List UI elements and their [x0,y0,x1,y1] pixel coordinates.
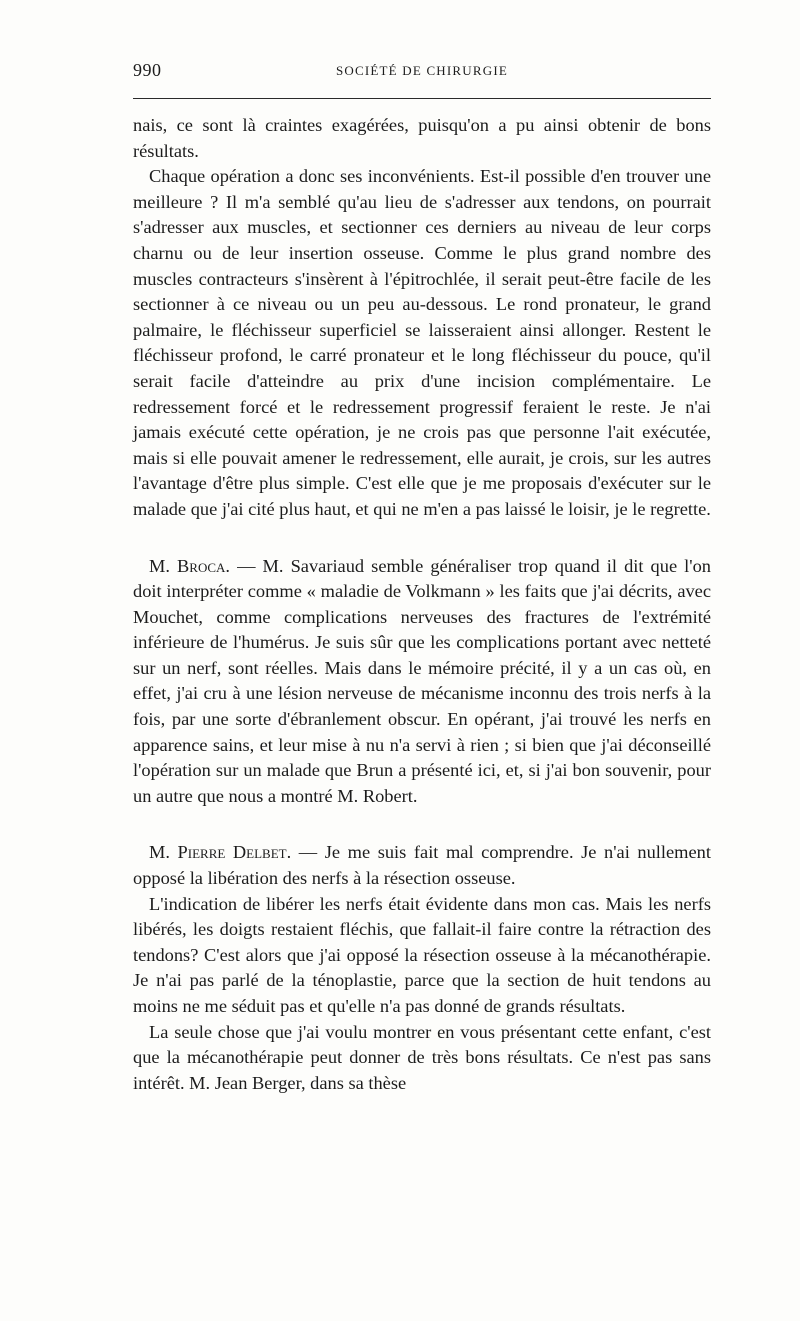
header-rule [133,98,711,99]
speaker-prefix: M. [149,555,178,576]
speaker-prefix: M. [149,842,178,863]
paragraph-indication: L'indication de libérer les nerfs était évidente dans mon cas. Mais les nerfs libérés, les doigts restaient fléchis, que fallait-il faire contre la rétraction des tendons? C'est alors que j'ai opposé la résection osseuse à la mécanothérapie. Je n'ai pas parlé de la ténoplastie, parce que la section de huit tendons au moins ne me séduit pas et qu'elle n'a pas donné de grands résultats. [133,893,711,1016]
paragraph-delbet [133,840,711,891]
speaker-name: Pierre Delbet [177,842,287,863]
speaker-name: Broca [177,555,226,576]
paragraph-continuation: nais, ce sont là craintes exagérées, puisqu'on a pu ainsi obtenir de bons résultats. [133,115,711,161]
running-head: SOCIÉTÉ DE CHIRURGIE [335,63,509,78]
paragraph-text: . — M. Savariaud semble généraliser trop quand il dit que l'on doit interpréter comme « maladie de Volkmann » les faits que j'ai décrits, avec Mouchet, comme complications nerveuses des fractures de l'extrémité inférieure de l'humérus. Je suis sûr que les complications portant avec netteté sur un nerf, sont réelles. Mais dans le mémoire précité, il y a un cas où, en effet, j'ai cru à une lésion nerveuse de mécanisme inconnu des trois nerfs à la fois, par une sorte d'ébranlement obscur. En opérant, j'ai trouvé les nerfs en apparence sains, et leur mise à nu n'a servi à rien ; si bien que j'ai déconseillé l'opération sur un malade que Brun a présenté ici, et, si j'ai bon souvenir, pour un autre que nous a montré M. Robert. [133,555,711,806]
paragraph-text: . — Je me suis fait mal comprendre. Je n'ai nullement opposé la libération des nerfs à la résection osseuse. [133,842,711,889]
page-header [133,60,711,84]
paragraph-operation: Chaque opération a donc ses inconvénients. Est-il possible d'en trouver une meilleure ? Il m'a semblé qu'au lieu de s'adresser aux tendons, on pourrait s'adresser aux muscles, et sectionner ces derniers au niveau de leur corps charnu ou de leur insertion osseuse. Comme le plus grand nombre des muscles contracteurs s'insèrent à l'épitrochlée, il serait peut-être facile de les sectionner à ce niveau ou un peu au-dessous. Le rond pronateur, le grand palmaire, le fléchisseur superficiel se laisseraient ainsi allonger. Restent le fléchisseur profond, le carré pronateur et le long fléchisseur du pouce, qu'il serait facile d'atteindre au prix d'une incision complémentaire. Le redressement forcé et le redressement progressif feraient le reste. Je n'ai jamais exécuté cette opération, je ne crois pas que personne l'ait exécutée, mais si elle pouvait amener le redressement, elle aurait, je crois, sur les autres l'avantage d'être plus simple. C'est elle que je me proposais d'exécuter sur le malade que j'ai cité plus haut, et qui ne m'en a pas laissé le loisir, je le regrette. [133,166,711,519]
page-number: 990 [133,60,162,80]
body-text [133,113,711,1096]
paragraph-broca [133,554,711,810]
paragraph-conclusion: La seule chose que j'ai voulu montrer en vous présentant cette enfant, c'est que la mécanothérapie peut donner de très bons résultats. Ce n'est pas sans intérêt. M. Jean Berger, dans sa thèse [133,1021,711,1093]
